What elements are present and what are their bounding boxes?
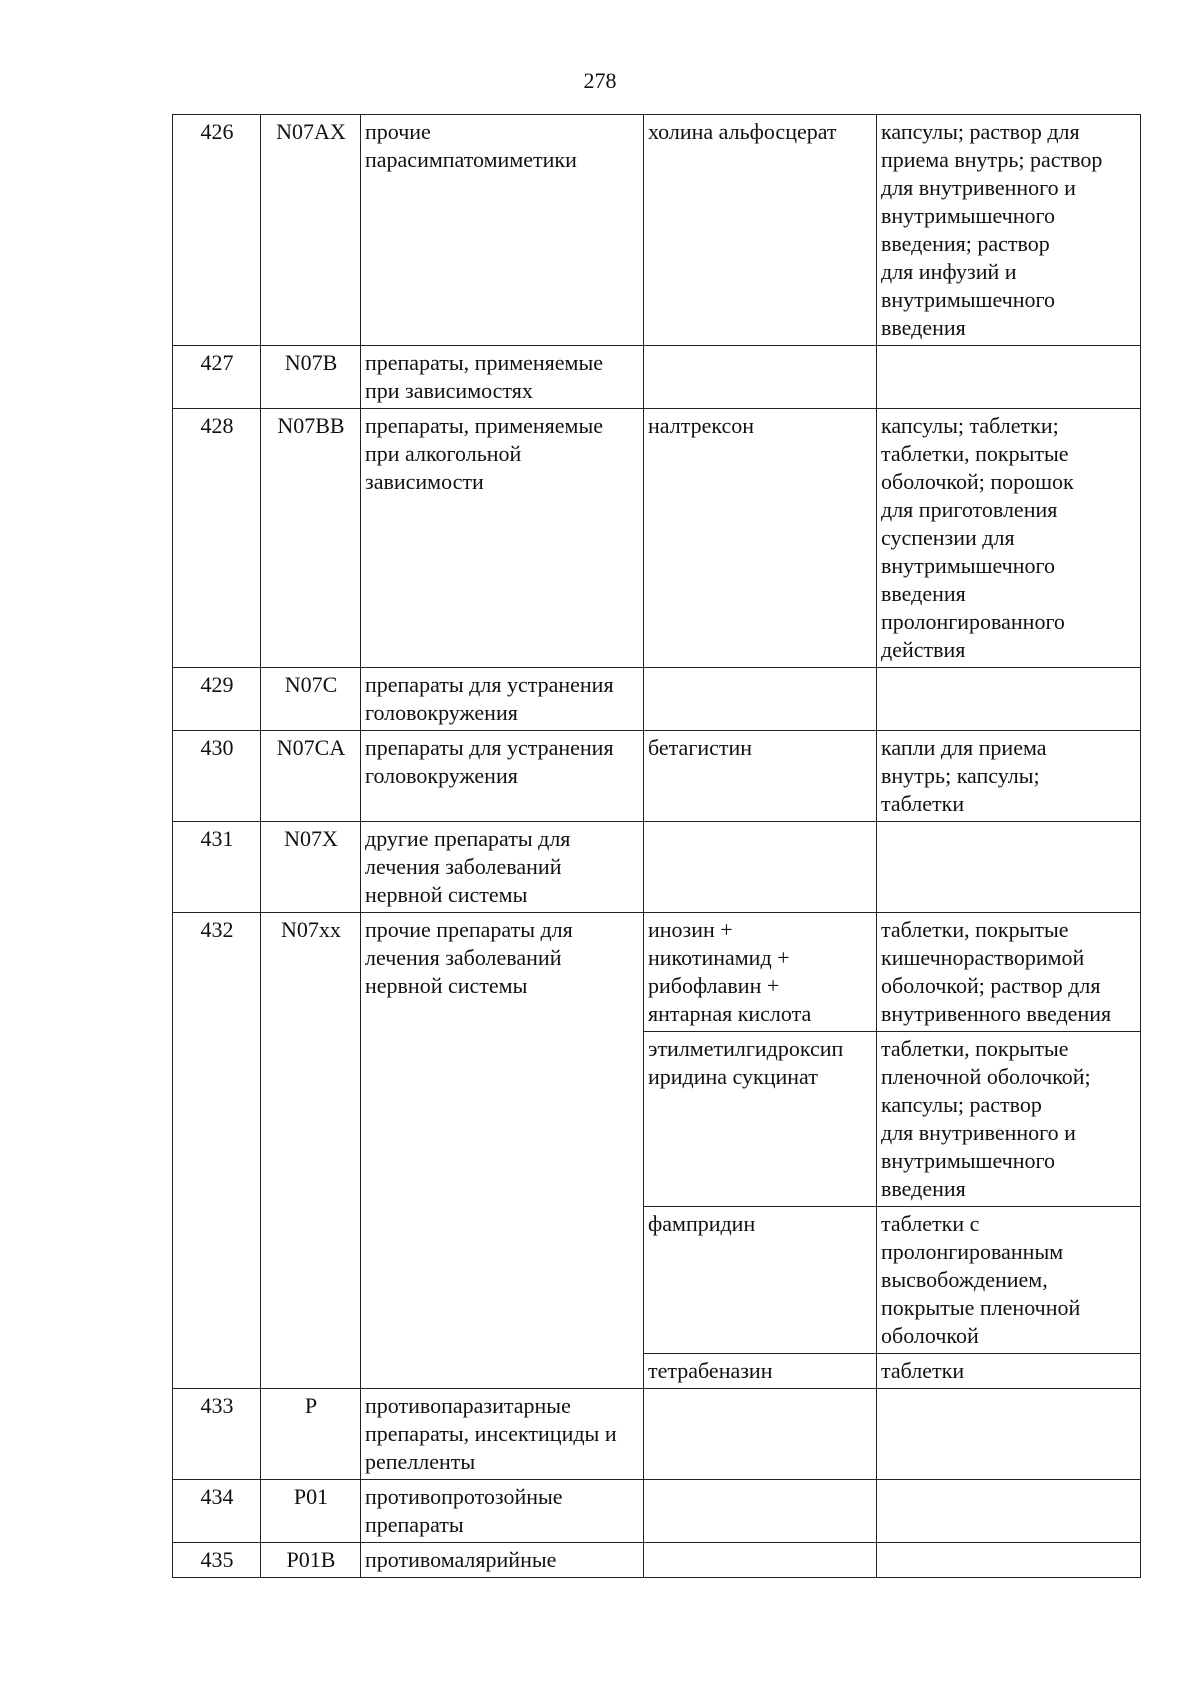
table-row bbox=[173, 913, 1141, 1032]
table-row bbox=[173, 731, 1141, 822]
row-number-cell: 429 bbox=[173, 668, 261, 731]
group-name-cell: противопротозойные препараты bbox=[361, 1480, 644, 1543]
row-number-cell: 431 bbox=[173, 822, 261, 913]
atc-code-cell: N07xx bbox=[261, 913, 361, 1389]
atc-code-cell: N07CA bbox=[261, 731, 361, 822]
drug-name-cell bbox=[644, 668, 877, 731]
dosage-form-cell: капсулы; таблетки; таблетки, покрытые оболочкой; порошок для приготовления суспензии для внутримышечного введения пролонгированного действия bbox=[877, 409, 1141, 668]
dosage-form-cell bbox=[877, 822, 1141, 913]
group-name-cell: противопаразитарные препараты, инсектициды и репелленты bbox=[361, 1389, 644, 1480]
row-number-cell: 427 bbox=[173, 346, 261, 409]
medication-table bbox=[172, 114, 1141, 1578]
row-number-cell: 435 bbox=[173, 1543, 261, 1578]
group-name-cell: противомалярийные bbox=[361, 1543, 644, 1578]
atc-code-cell: N07C bbox=[261, 668, 361, 731]
page-number: 278 bbox=[583, 68, 617, 93]
drug-name-cell bbox=[644, 1543, 877, 1578]
group-name-cell: препараты, применяемые при алкогольной зависимости bbox=[361, 409, 644, 668]
dosage-form-cell bbox=[877, 1389, 1141, 1480]
table-row bbox=[173, 1389, 1141, 1480]
table-row bbox=[173, 115, 1141, 346]
dosage-form-cell: таблетки с пролонгированным высвобождением, покрытые пленочной оболочкой bbox=[877, 1207, 1141, 1354]
table-row bbox=[173, 409, 1141, 668]
drug-name-cell bbox=[644, 822, 877, 913]
dosage-form-cell: капсулы; раствор для приема внутрь; раствор для внутривенного и внутримышечного введения; раствор для инфузий и внутримышечного введения bbox=[877, 115, 1141, 346]
dosage-form-cell bbox=[877, 1543, 1141, 1578]
atc-code-cell: N07B bbox=[261, 346, 361, 409]
group-name-cell: препараты для устранения головокружения bbox=[361, 668, 644, 731]
drug-name-cell: тетрабеназин bbox=[644, 1354, 877, 1389]
table-row bbox=[173, 1543, 1141, 1578]
group-name-cell: прочие парасимпатомиметики bbox=[361, 115, 644, 346]
table-row bbox=[173, 668, 1141, 731]
drug-name-cell bbox=[644, 346, 877, 409]
row-number-cell: 430 bbox=[173, 731, 261, 822]
atc-code-cell: N07X bbox=[261, 822, 361, 913]
atc-code-cell: P01 bbox=[261, 1480, 361, 1543]
atc-code-cell: P bbox=[261, 1389, 361, 1480]
drug-name-cell: налтрексон bbox=[644, 409, 877, 668]
table-row bbox=[173, 1480, 1141, 1543]
table-body bbox=[173, 115, 1141, 1578]
drug-name-cell: бетагистин bbox=[644, 731, 877, 822]
dosage-form-cell: таблетки, покрытые пленочной оболочкой; капсулы; раствор для внутривенного и внутримышечного введения bbox=[877, 1032, 1141, 1207]
table-row bbox=[173, 346, 1141, 409]
atc-code-cell: P01B bbox=[261, 1543, 361, 1578]
row-number-cell: 433 bbox=[173, 1389, 261, 1480]
group-name-cell: препараты для устранения головокружения bbox=[361, 731, 644, 822]
row-number-cell: 426 bbox=[173, 115, 261, 346]
drug-name-cell bbox=[644, 1389, 877, 1480]
drug-name-cell: фампридин bbox=[644, 1207, 877, 1354]
drug-name-cell: холина альфосцерат bbox=[644, 115, 877, 346]
drug-name-cell: инозин + никотинамид + рибофлавин + янтарная кислота bbox=[644, 913, 877, 1032]
row-number-cell: 434 bbox=[173, 1480, 261, 1543]
row-number-cell: 432 bbox=[173, 913, 261, 1389]
dosage-form-cell: таблетки bbox=[877, 1354, 1141, 1389]
dosage-form-cell bbox=[877, 668, 1141, 731]
group-name-cell: другие препараты для лечения заболеваний нервной системы bbox=[361, 822, 644, 913]
atc-code-cell: N07AX bbox=[261, 115, 361, 346]
table-row bbox=[173, 822, 1141, 913]
dosage-form-cell bbox=[877, 346, 1141, 409]
dosage-form-cell bbox=[877, 1480, 1141, 1543]
drug-name-cell: этилметилгидроксип иридина сукцинат bbox=[644, 1032, 877, 1207]
atc-code-cell: N07BB bbox=[261, 409, 361, 668]
group-name-cell: прочие препараты для лечения заболеваний нервной системы bbox=[361, 913, 644, 1389]
dosage-form-cell: таблетки, покрытые кишечнорастворимой оболочкой; раствор для внутривенного введения bbox=[877, 913, 1141, 1032]
row-number-cell: 428 bbox=[173, 409, 261, 668]
group-name-cell: препараты, применяемые при зависимостях bbox=[361, 346, 644, 409]
drug-name-cell bbox=[644, 1480, 877, 1543]
dosage-form-cell: капли для приема внутрь; капсулы; таблетки bbox=[877, 731, 1141, 822]
